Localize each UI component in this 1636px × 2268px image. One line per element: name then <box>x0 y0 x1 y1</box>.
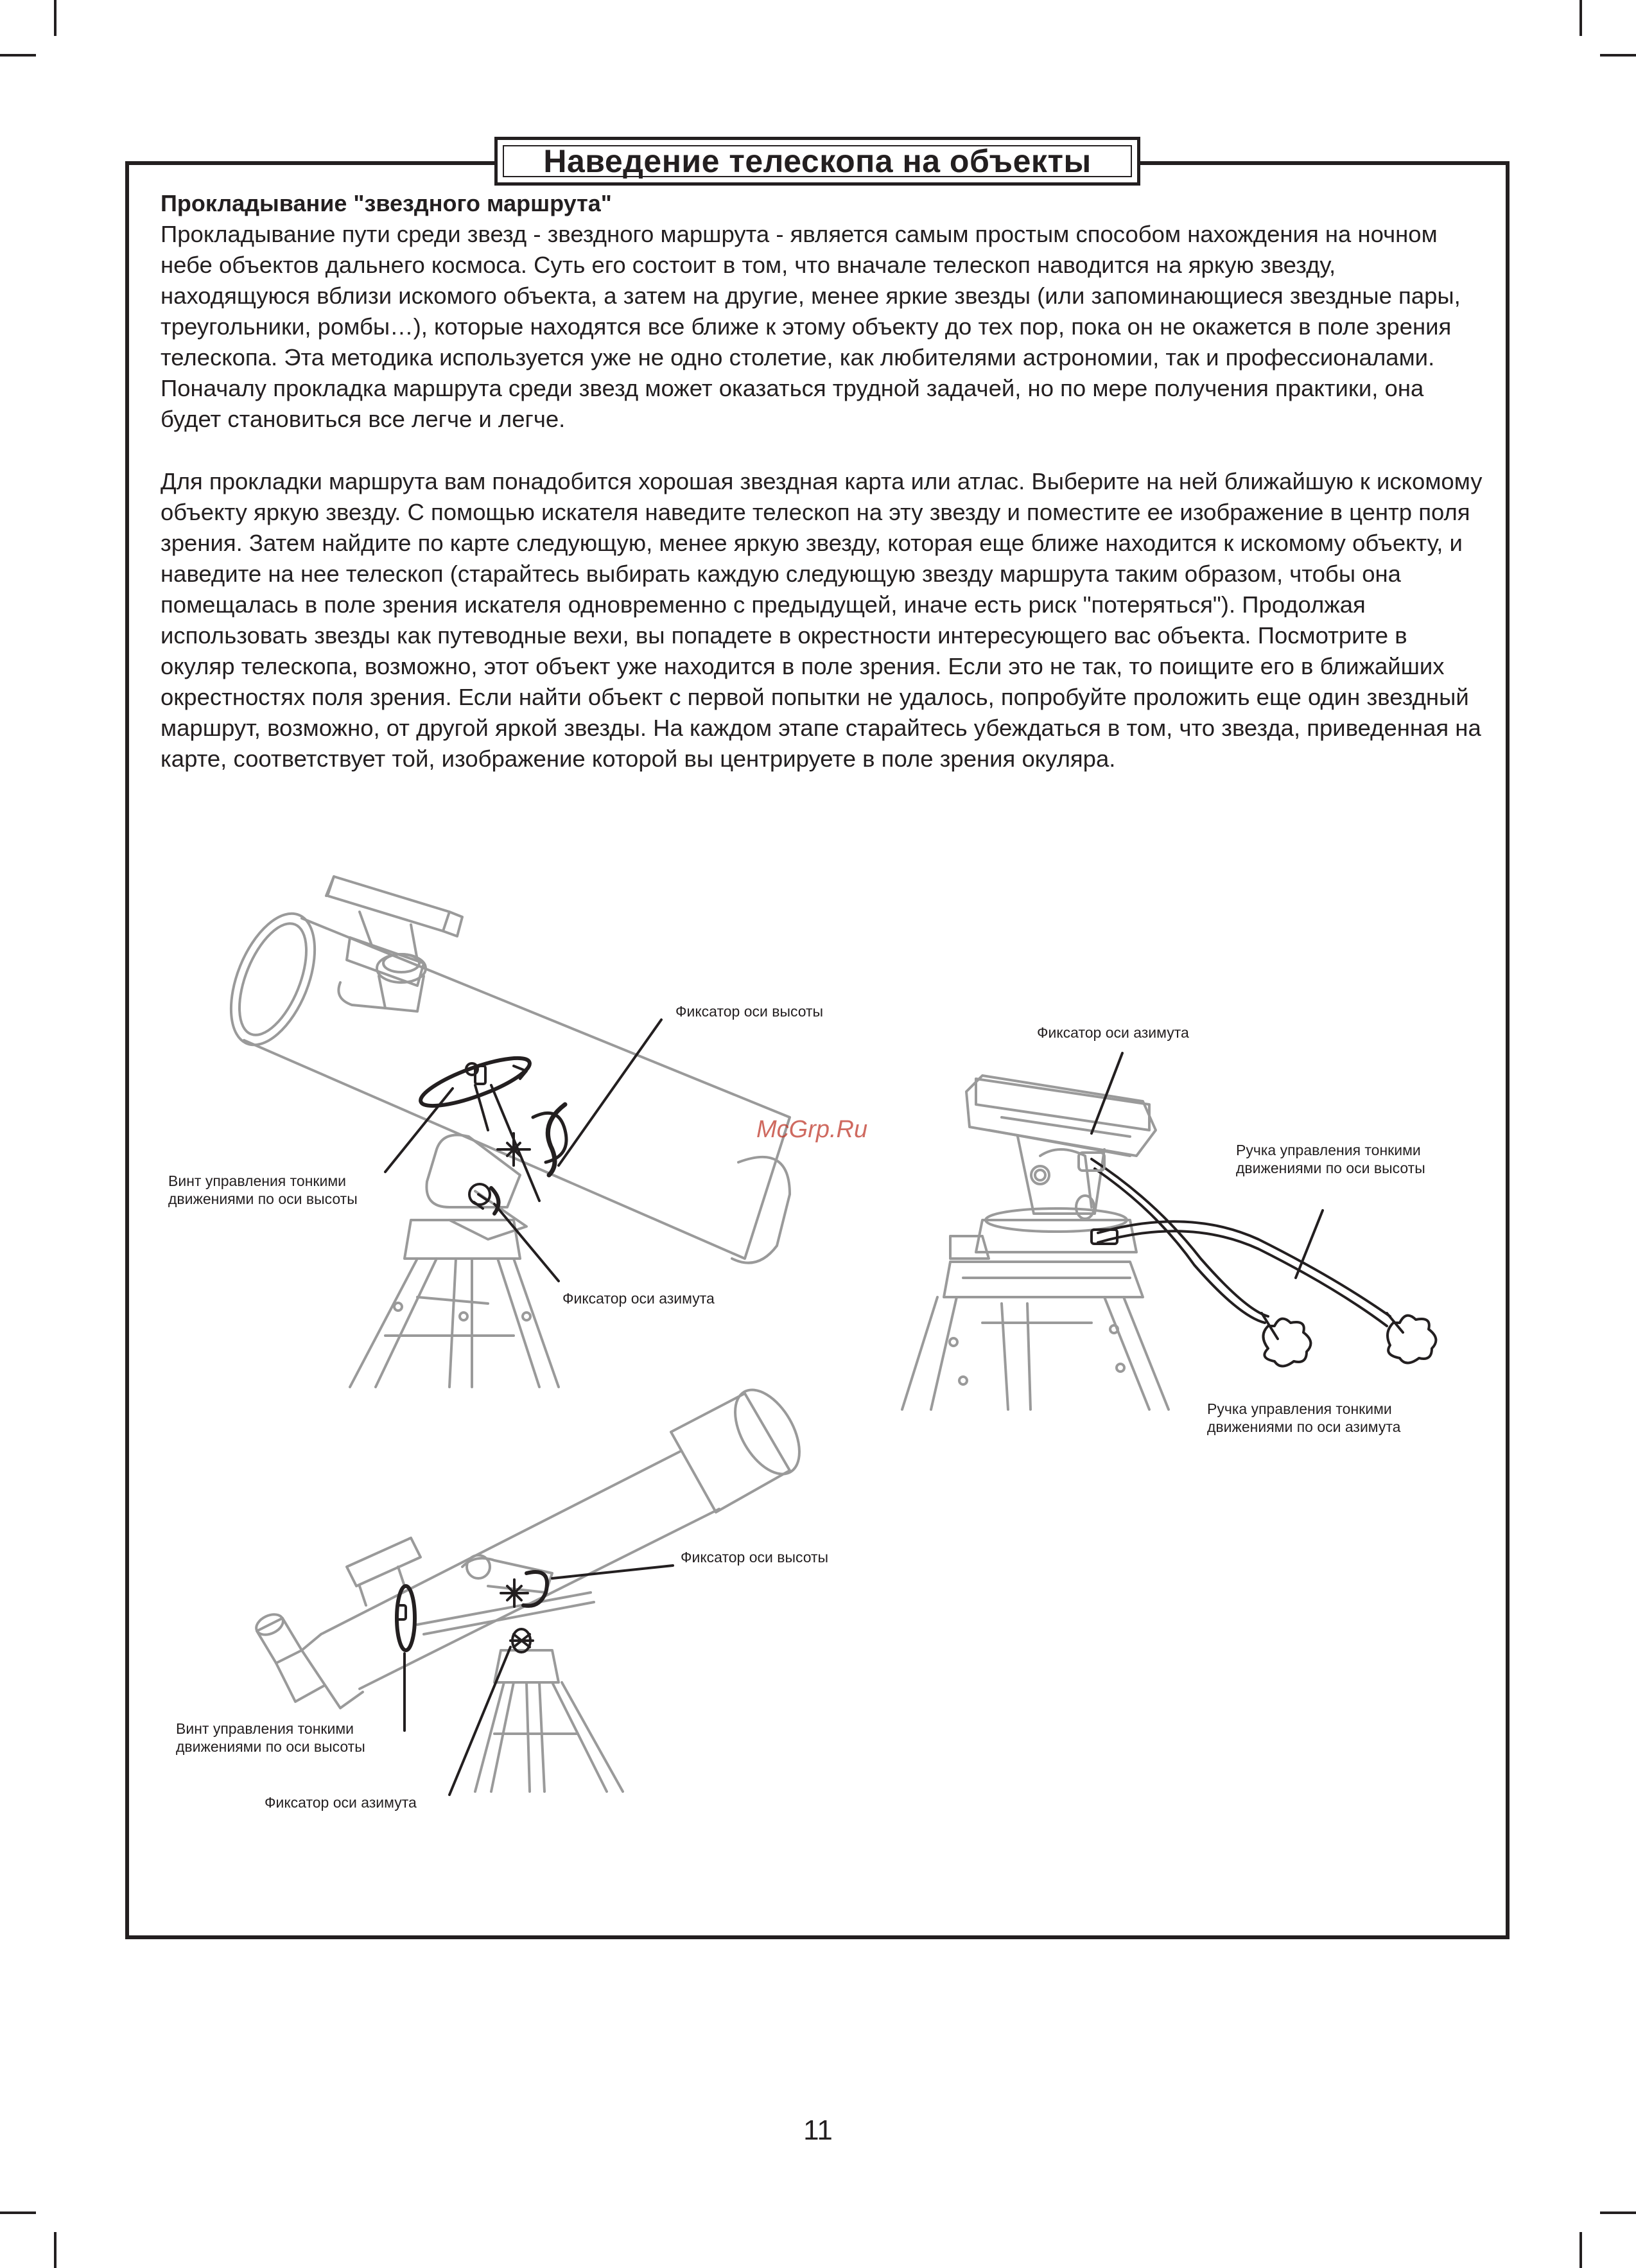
label-eq-alt-handle-line1: Ручка управления тонкими <box>1236 1142 1421 1158</box>
paragraph-intro: Прокладывание пути среди звезд - звездного маршрута - является самым простым способом нахождения на ночном небе объектов дальнего космоса. Суть его состоит в том, что вначале телескоп наводится на яркую звезду, находящуюся вблизи искомого объекта, а затем на другие, менее яркие звезды (или запоминающиеся звездные пары, треугольники, ромбы…), которые находятся все ближе к этому объекту до тех пор, пока он не окажется в поле зрения телескопа. Эта методика используется уже не одно столетие, как любителями астрономии, так и профессионалами. Поначалу прокладка маршрута среди звезд может оказаться трудной задачей, но по мере получения практики, она будет становиться все легче и легче. <box>161 221 1461 432</box>
page-title: Наведение телескопа на объекты <box>543 143 1092 179</box>
equatorial-mount-drawing <box>902 1053 1436 1409</box>
page-number: 11 <box>803 2115 833 2146</box>
watermark: McGrp.Ru <box>756 1116 868 1143</box>
label-eq-az-handle-line1: Ручка управления тонкими <box>1207 1400 1392 1417</box>
label-reflector-alt-slowmo-line2: движениями по оси высоты <box>168 1191 358 1207</box>
section-heading: Прокладывание "звездного маршрута" <box>161 190 612 216</box>
label-refractor-az-lock: Фиксатор оси азимута <box>265 1794 417 1811</box>
label-reflector-alt-slowmo-line1: Винт управления тонкими <box>168 1173 346 1189</box>
label-eq-alt-handle-line2: движениями по оси высоты <box>1236 1160 1425 1176</box>
label-eq-az-lock: Фиксатор оси азимута <box>1037 1024 1189 1041</box>
paragraph-method: Для прокладки маршрута вам понадобится хорошая звездная карта или атлас. Выберите на ней ближайшую к искомому объекту яркую звезду. С помощью искателя наведите телескоп на эту звезду и поместите ее изображение в центр поля зрения. Затем найдите по карте следующую, менее яркую звезду, которая еще ближе находится к искомому объекту, и наведите на нее телескоп (старайтесь выбирать каждую следующую звезду маршрута таким образом, чтобы она помещалась в поле зрения искателя одновременно с предыдущей, иначе есть риск "потеряться"). Продолжая использовать звезды как путеводные вехи, вы попадете в окрестности интересующего вас объекта. Посмотрите в окуляр телескопа, возможно, этот объект уже находится в поле зрения. Если это не так, то поищите его в ближайших окрестностях поля зрения. Если найти объект с первой попытки не удалось, попробуйте проложить еще один звездный маршрут, возможно, от другой яркой звезды. На каждом этапе старайтесь убеждаться в том, что звезда, приведенная на карте, соответствует той, изображение которой вы центрируете в поле зрения окуляра. <box>161 468 1483 772</box>
label-reflector-az-lock: Фиксатор оси азимута <box>562 1290 715 1307</box>
label-eq-az-handle-line2: движениями по оси азимута <box>1207 1418 1401 1435</box>
reflector-telescope-drawing <box>214 877 790 1387</box>
label-refractor-alt-slowmo-line1: Винт управления тонкими <box>176 1720 354 1737</box>
label-refractor-alt-lock: Фиксатор оси высоты <box>681 1549 829 1566</box>
label-reflector-alt-lock: Фиксатор оси высоты <box>675 1003 824 1020</box>
label-refractor-alt-slowmo-line2: движениями по оси высоты <box>176 1738 365 1755</box>
